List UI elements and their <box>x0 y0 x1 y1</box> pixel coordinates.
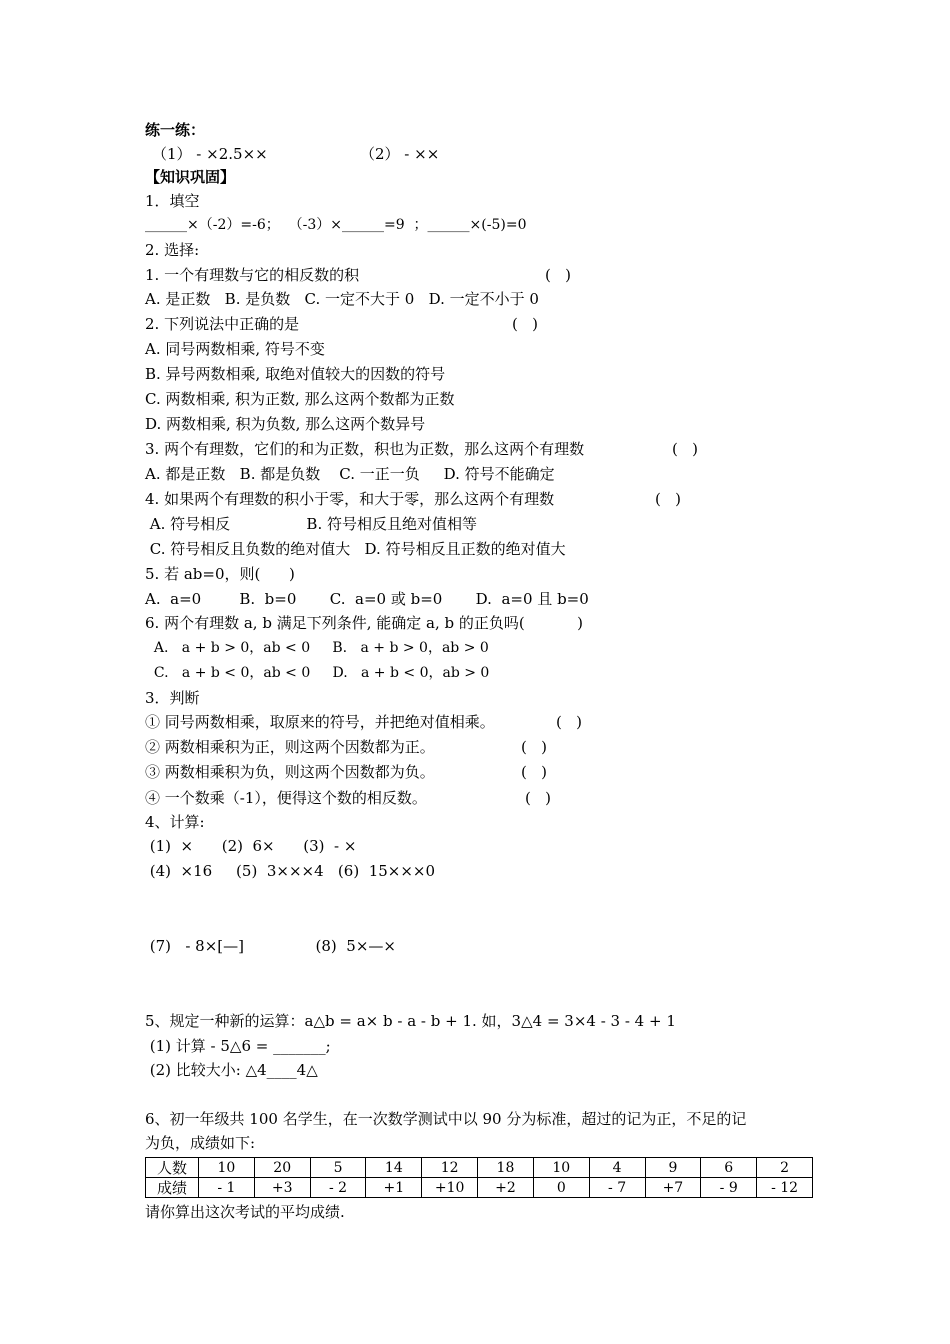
table-cell: +1 <box>366 1178 422 1198</box>
table-cell: 18 <box>478 1158 534 1178</box>
row-header-score: 成绩 <box>146 1178 199 1198</box>
table-cell: - 7 <box>589 1178 645 1198</box>
table-cell: - 2 <box>310 1178 366 1198</box>
judge-heading: 3．判断 <box>145 689 200 707</box>
choice-q6-options-ab: A. a + b > 0，ab < 0 B. a + b > 0，ab > 0 <box>145 640 489 656</box>
choice-q2-option-a: A. 同号两数相乘, 符号不变 <box>145 340 325 358</box>
choice-q5: 5. 若 ab=0，则( ) <box>145 565 295 583</box>
table-row <box>146 1178 813 1198</box>
compute-row-1: (1) × (2) 6× (3) - × <box>145 837 357 855</box>
table-cell: 14 <box>366 1158 422 1178</box>
table-cell: 4 <box>589 1158 645 1178</box>
compute-row-2: (4) ×16 (5) 3×××4 (6) 15×××0 <box>145 862 436 880</box>
table-cell: 2 <box>757 1158 813 1178</box>
practice-title: 练一练： <box>145 121 206 139</box>
table-cell: +3 <box>254 1178 310 1198</box>
table-cell: +7 <box>645 1178 701 1198</box>
table-cell: 12 <box>422 1158 478 1178</box>
newop-definition: 5、规定一种新的运算：a△b = a× b - a - b + 1. 如，3△4 = 3×4 - 3 - 4 + 1 <box>145 1012 676 1030</box>
newop-q1: (1) 计算 - 5△6 = _______; <box>145 1037 331 1055</box>
choice-q1: 1. 一个有理数与它的相反数的积 <box>145 266 360 284</box>
table-cell: +10 <box>422 1178 478 1198</box>
practice-q2: （2） - ×× <box>360 145 440 163</box>
section-title: 【知识巩固】 <box>145 168 236 186</box>
judge-1-paren: ( ) <box>556 713 583 731</box>
practice-q1: （1） - ×2.5×× <box>152 145 268 163</box>
choice-q4-paren: ( ) <box>655 490 682 508</box>
choice-q4: 4. 如果两个有理数的积小于零，和大于零，那么这两个有理数 <box>145 490 555 508</box>
judge-2-paren: ( ) <box>521 738 548 756</box>
choice-q4-options-cd: C. 符号相反且负数的绝对值大 D. 符号相反且正数的绝对值大 <box>145 540 566 558</box>
choice-q1-paren: ( ) <box>545 266 572 284</box>
choice-q4-options-ab: A. 符号相反 B. 符号相反且绝对值相等 <box>145 515 477 533</box>
table-row <box>146 1158 813 1178</box>
newop-q2: (2) 比较大小: △4____4△ <box>145 1061 318 1079</box>
scores-question: 请你算出这次考试的平均成绩. <box>145 1203 345 1221</box>
judge-2: ② 两数相乘积为正，则这两个因数都为正。 <box>145 738 435 756</box>
table-cell: - 12 <box>757 1178 813 1198</box>
choice-q2-option-b: B. 异号两数相乘, 取绝对值较大的因数的符号 <box>145 365 446 383</box>
table-cell: 5 <box>310 1158 366 1178</box>
choice-q1-options: A. 是正数 B. 是负数 C. 一定不大于 0 D. 一定不小于 0 <box>145 290 539 308</box>
choice-q6: 6. 两个有理数 a, b 满足下列条件, 能确定 a, b 的正负吗( ) <box>145 614 584 632</box>
choice-q6-options-cd: C. a + b < 0，ab < 0 D. a + b < 0，ab > 0 <box>145 665 490 681</box>
table-cell: +2 <box>478 1178 534 1198</box>
table-cell: 10 <box>199 1158 255 1178</box>
table-cell: 0 <box>533 1178 589 1198</box>
choice-q2-option-c: C. 两数相乘, 积为正数, 那么这两个数都为正数 <box>145 390 455 408</box>
judge-3: ③ 两数相乘积为负，则这两个因数都为负。 <box>145 763 435 781</box>
choice-q2-paren: ( ) <box>512 315 539 333</box>
choice-q2: 2. 下列说法中正确的是 <box>145 315 300 333</box>
judge-3-paren: ( ) <box>521 763 548 781</box>
judge-4: ④ 一个数乘（-1），便得这个数的相反数。 <box>145 789 427 807</box>
choice-q3-options: A. 都是正数 B. 都是负数 C. 一正一负 D. 符号不能确定 <box>145 465 555 483</box>
table-cell: 9 <box>645 1158 701 1178</box>
table-cell: - 1 <box>199 1178 255 1198</box>
judge-4-paren: ( ) <box>525 789 552 807</box>
judge-1: ① 同号两数相乘，取原来的符号，并把绝对值相乘。 <box>145 713 495 731</box>
table-cell: 6 <box>701 1158 757 1178</box>
table-cell: 20 <box>254 1158 310 1178</box>
choice-q3: 3. 两个有理数，它们的和为正数，积也为正数，那么这两个有理数 <box>145 440 585 458</box>
compute-row-3: (7) - 8×[—] (8) 5×—× <box>145 937 396 955</box>
fill-heading: 1．填空 <box>145 192 200 210</box>
row-header-count: 人数 <box>146 1158 199 1178</box>
scores-intro-2: 为负，成绩如下: <box>145 1134 256 1152</box>
choice-q5-options: A. a=0 B. b=0 C. a=0 或 b=0 D. a=0 且 b=0 <box>145 590 589 608</box>
scores-table <box>145 1157 813 1198</box>
table-cell: - 9 <box>701 1178 757 1198</box>
table-cell: 10 <box>533 1158 589 1178</box>
scores-intro-1: 6、初一年级共 100 名学生，在一次数学测试中以 90 分为标准，超过的记为正，不足的记 <box>145 1110 747 1128</box>
choice-q3-paren: ( ) <box>672 440 699 458</box>
fill-line: ______×（-2）=-6； （-3）×______=9 ；______×(-5)=0 <box>145 217 527 233</box>
choice-q2-option-d: D. 两数相乘, 积为负数, 那么这两个数异号 <box>145 415 426 433</box>
choice-heading: 2. 选择: <box>145 241 200 259</box>
compute-heading: 4、计算: <box>145 813 205 831</box>
